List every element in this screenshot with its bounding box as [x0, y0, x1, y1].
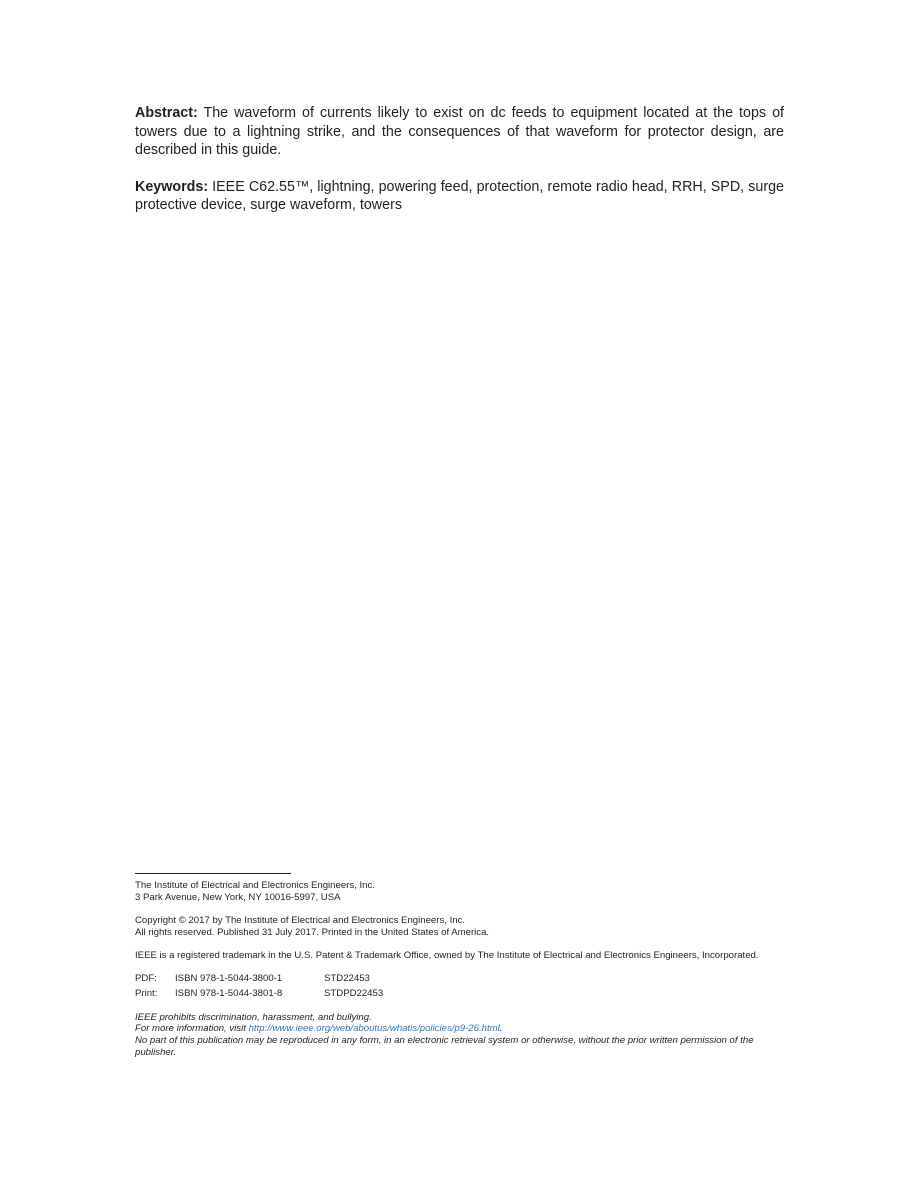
- isbn-type: Print:: [135, 988, 158, 1000]
- abstract-paragraph: [135, 104, 784, 160]
- isbn-type: PDF:: [135, 973, 157, 985]
- publisher-name: The Institute of Electrical and Electronics Engineers, Inc.: [135, 880, 375, 891]
- trademark-notice: IEEE is a registered trademark in the U.S. Patent & Trademark Office, owned by The Institute of Electrical and Electronics Engineers, Incorporated.: [135, 950, 759, 962]
- isbn-number: ISBN 978-1-5044-3801-8: [175, 988, 283, 1000]
- policy-info-prefix: For more information, visit: [135, 1023, 249, 1035]
- keywords-paragraph: [135, 178, 784, 215]
- abstract-label: Abstract:: [135, 105, 198, 121]
- rights-line: All rights reserved. Published 31 July 2017. Printed in the United States of America.: [135, 926, 490, 938]
- abstract-section: [135, 104, 784, 215]
- policy-statement: IEEE prohibits discrimination, harassment, and bullying.: [135, 1011, 372, 1023]
- copyright-line: Copyright © 2017 by The Institute of Electrical and Electronics Engineers, Inc.: [135, 915, 466, 927]
- publication-info: [135, 873, 784, 1059]
- isbn-code: STDPD22453: [324, 988, 384, 1000]
- keywords-label: Keywords:: [135, 178, 209, 195]
- isbn-number: ISBN 978-1-5044-3800-1: [175, 973, 283, 985]
- keywords-text: IEEE C62.55™, lightning, powering feed, protection, remote radio head, RRH, SPD, surge protective device, surge waveform, towers: [135, 178, 784, 213]
- isbn-row-pdf: [135, 973, 784, 985]
- footnote-rule: [135, 873, 291, 874]
- policy-info: [135, 1023, 784, 1035]
- isbn-code: STD22453: [324, 973, 370, 985]
- isbn-row-print: [135, 988, 784, 1000]
- publisher-address: 3 Park Avenue, New York, NY 10016-5997, USA: [135, 891, 341, 903]
- policy-info-suffix: .: [499, 1023, 503, 1035]
- policy-link[interactable]: http://www.ieee.org/web/aboutus/whatis/policies/p9-26.html: [248, 1023, 500, 1035]
- reproduction-notice: No part of this publication may be reproduced in any form, in an electronic retrieval system or otherwise, without the prior written permission of the publisher.: [135, 1035, 754, 1058]
- abstract-text: The waveform of currents likely to exist on dc feeds to equipment located at the tops of towers due to a lightning strike, and the consequences of that waveform for protector design, are described in this guide.: [135, 105, 784, 158]
